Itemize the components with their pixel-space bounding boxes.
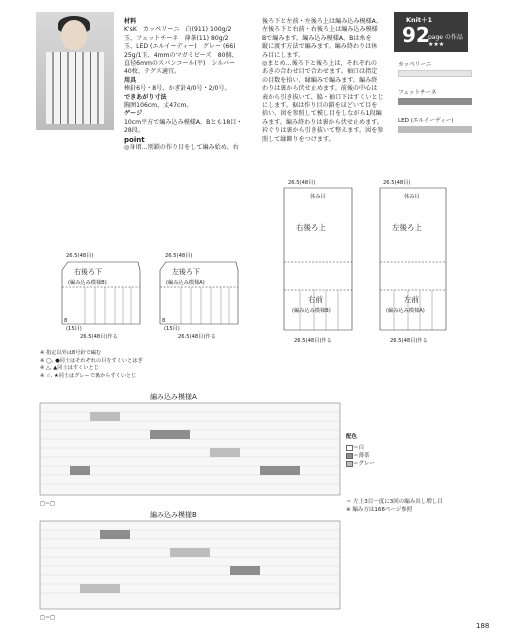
instruction-line: 拾い、図を参照して模し目をしながら1段編 [262,110,382,118]
pattern-tag [394,12,468,52]
chart-a-key: □＝□ [40,501,55,507]
label-back-lower-left: 左後ろ下 [172,268,200,276]
label-front-right-sub: (編み込み模様B) [292,308,331,314]
point-heading: point [124,135,145,144]
instruction-line: み目にします。 [262,51,305,59]
instruction-line: ◎まとめ…後ろ下と後ろ上は、それぞれの [262,60,378,68]
head-illustration [61,20,87,50]
point-text: ◎身頃…別鎖の作り目をして編み始め、右 [124,144,239,152]
instructions-block [262,18,384,144]
label-back-upper-left: 左後ろ上 [392,223,422,232]
label-back-lower-left-sub: (編み込み模様A) [166,280,205,286]
rest-label-1: 休み目 [310,194,326,200]
label-front-left: 左前 [404,295,419,304]
materials-line: 直径6mmのスパンコール(平) シルバー [124,60,236,68]
diagram-front-left [380,188,446,330]
materials-line: 25g/1玉、4mmのマガミビーズ 80個、 [124,51,238,59]
instruction-line: の目数を拾い、縁編みで編みます。編み終 [262,76,378,84]
width-top-4: 26.5(48目) [383,180,411,186]
chart-b-title: 編み込み模様B [150,511,197,519]
legend-note2: ※ 編み方は168ページ参照 [346,507,413,513]
width-bottom-3: 26.5(48目)作る [294,338,332,344]
width-top-2: 26.5(48目) [165,253,193,259]
materials-line: 40枚、テグス適宜。 [124,68,181,76]
instruction-line: 衿ぐりは裏から引き抜いて整えます。図を参 [262,127,384,135]
yarn-swatch-fettuccine [398,88,472,105]
materials-line: 玉、フェットチーネ 薄茶(11) 80g/2 [124,34,229,42]
chart-b-key: □＝□ [40,615,55,621]
note-line: ※ ☆, ★同士はグレーで裏からすくいとじ [40,372,137,379]
width-top-1: 26.5(48目) [66,253,94,259]
legend-note1: ＝ 左上3目一度に3回の編み出し増し目 [346,499,443,505]
count-unit-2: (15目) [164,326,180,332]
label-front-left-sub: (編み込み模様A) [386,308,425,314]
count-2: 8 [162,318,166,324]
diagram-back-lower-left [160,262,238,324]
instruction-line: あきの合わせ目で合わせます。袖口は指定 [262,68,378,76]
yarn-bar [398,98,472,105]
color-legend [346,432,443,513]
gauge-heading: ゲージ [124,110,143,118]
instruction-line: 後ろ下と左前・左後ろ上は編み込み模様A、 [262,18,382,25]
label-back-lower-right-sub: (編み込み模様B) [68,280,107,286]
instruction-line: 表から引き抜いて、脇・袖口下はすくいとじ [262,93,384,101]
instruction-line: Bで編みます。編み込み模様A、Bは糸を [262,34,372,42]
width-bottom-1: 26.5(48目)作る [80,334,118,340]
page-number: 188 [476,622,490,630]
chart-a-grid [40,403,340,495]
pattern-number: 92 [402,23,430,47]
width-bottom-2: 26.5(48目)作る [178,334,216,340]
yarn-label: LED (エルイーディー) [398,118,454,124]
instruction-line: にします。裾は作り目の鎖をほどいて目を [262,102,378,110]
note-line: ※ ◯, ●同士はそれぞれの目をすくいとはぎ [40,357,143,364]
width-top-3: 26.5(48目) [288,180,316,186]
instruction-line: 照して縁飾りをつけます。 [262,135,335,143]
yarn-swatch-led [398,116,472,133]
legend-gray: ＝グレー [346,459,443,467]
materials-line: K'sK カッペリーニ 白(911) 100g/2 [124,26,232,34]
legend-white: ＝白 [346,443,443,451]
label-front-right: 右前 [308,295,323,304]
label-back-lower-right: 右後ろ下 [74,268,102,276]
instruction-line: 左後ろ下と右前・右後ろ上は編み込み模様 [262,26,378,34]
gauge-text: 28段。 [124,127,144,135]
yarn-swatch-capellini [398,60,472,77]
yarn-bar [398,126,472,133]
yarn-label: カッペリーニ [398,62,432,68]
legend-beige: ＝薄茶 [346,451,443,459]
legend-title: 配色 [346,434,358,440]
tools-text: 棒針6号・8号、かぎ針4/0号・2/0号。 [124,85,231,93]
count-unit-1: (15目) [66,326,82,332]
diagram-front-right [284,188,352,330]
chart-b-grid [40,521,340,609]
materials-heading: 材料 [124,18,137,25]
tools-heading: 用具 [124,76,137,84]
yarn-label: フェットチーネ [398,90,437,96]
chart-a-title: 編み込み模様A [150,393,197,401]
width-bottom-4: 26.5(48目)作る [390,338,428,344]
materials-line: 玉、LED (エルイーディー) グレー (66) [124,43,236,51]
instruction-line: みます。編み終わりは裏から伏せ止めます。 [262,118,383,126]
note-line: ※ △, ▲同士はすくいとじ [40,365,99,372]
rest-label-2: 休み目 [404,194,420,200]
label-back-upper-right: 右後ろ上 [296,223,326,232]
note-line: ※ 指定以外は8号針で編む [40,350,102,356]
yarn-bar [398,70,472,77]
model-photo [36,12,114,130]
materials-block [124,18,254,153]
count-1: 8 [64,318,68,324]
instruction-line: わりは裏から伏せ止めます。前後の中心は [262,85,378,93]
size-text: 胸囲106cm、丈47cm。 [124,102,193,110]
vest-illustration [46,52,104,124]
gauge-text: 10cm平方で編み込み模様A、Bとも18目・ [124,118,243,126]
size-heading: できあがり寸法 [124,93,167,101]
diagram-back-lower-right [62,262,140,324]
instruction-line: 縦に渡す方法で編みます。編み終わりは休 [262,43,378,51]
notes-block [40,350,170,380]
series-label: Knit＋1 [406,16,433,24]
page-label: page の作品 ★★★ [428,34,463,48]
